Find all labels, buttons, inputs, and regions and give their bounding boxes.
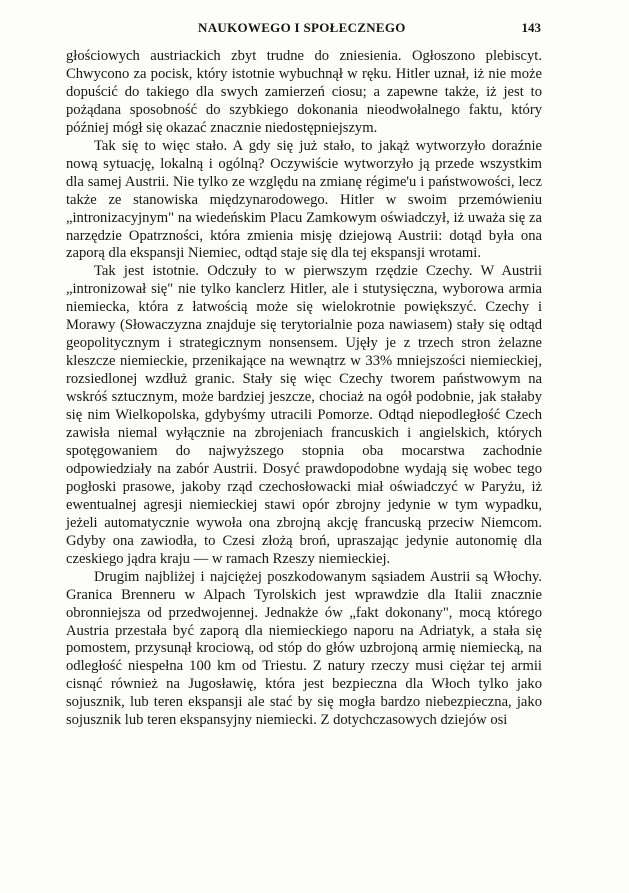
body-text bbox=[66, 48, 542, 730]
running-head: NAUKOWEGO I SPOŁECZNEGO bbox=[198, 20, 406, 35]
paragraph: Drugim najbliżej i najciężej poszkodowanym sąsiadem Austrii są Włochy. Granica Brenneru w Alpach Tyrolskich jest wprawdzie dla Italii znacznie obronniejsza od przedwojennej. Jednakże ów „fakt dokonany", mocą którego Austria przestała być zaporą dla niemieckiego naporu na Adriatyk, a stała się pomostem, przysunął krociową, od stóp do głów uzbrojoną armię niemiecką, na odległość niespełna 100 km od Triestu. Z natury rzeczy musi ciężar tej armii cisnąć również na Jugosławię, która jest bezpieczna dla Włoch tylko jako sojusznik, lub teren ekspansji ale stać by się mogła bardzo niebezpieczna, jako sojusznik lub teren ekspansyjny niemiecki. Z dotychczasowych dziejów osi bbox=[66, 568, 542, 729]
page-number: 143 bbox=[521, 20, 541, 35]
page-header bbox=[0, 20, 629, 40]
paragraph: Tak jest istotnie. Odczuły to w pierwszym rzędzie Czechy. W Austrii „intronizował się" nie tylko kanclerz Hitler, ale i stutysięczna, wyborowa armia niemiecka, która z łatwością może się wielokrotnie powiększyć. Czechy i Morawy (Słowaczyzna znajduje się terytorialnie poza nawiasem) stały się odtąd geopolitycznym i strategicznym nonsensem. Ujęły je z trzech stron żelazne kleszcze niemieckie, przenikające na wewnątrz w 33% mniejszości niemieckiej, rozsiedlonej wzdłuż granic. Stały się więc Czechy tworem państwowym na wskróś sztucznym, może bardziej jeszcze, chociaż na ogół podobnie, jak stałaby się nim Wielkopolska, gdybyśmy utracili Pomorze. Odtąd niepodległość Czech zawisła niemal wyłącznie na zbrojeniach francuskich i angielskich, których spotęgowaniem do najwyższego stopnia oba mocarstwa zachodnie odpowiedziały na zabór Austrii. Dosyć prawdopodobne wydają się wobec tego pogłoski prasowe, jakoby rząd czechosłowacki miał oświadczyć w Paryżu, iż ewentualnej agresji niemieckiej stawi opór zbrojny jedynie w tym wypadku, jeżeli automatycznie wywoła ona zbrojną akcję francuską przeciw Niemcom. Gdyby ona zawiodła, to Czesi złożą broń, upraszając jedynie autonomię dla czeskiego jądra kraju — w ramach Rzeszy niemieckiej. bbox=[66, 263, 542, 567]
paragraph: Tak się to więc stało. A gdy się już stało, to jakąż wytworzyło doraźnie nową sytuację, lokalną i ogólną? Oczywiście wytworzyło ją przede wszystkim dla samej Austrii. Nie tylko ze względu na zmianę régime'u i państwowości, lecz także ze stanowiska międzynarodowego. Hitler w swoim przemówieniu „intronizacyjnym" na wiedeńskim Placu Zamkowym oświadczył, iż uważa się za narzędzie Opatrzności, która zmienia misję dziejową Austrii: dotąd była ona zaporą dla ekspansji Niemiec, odtąd staje się dla tej ekspansji wrotami. bbox=[66, 137, 542, 262]
paragraph: głościowych austriackich zbyt trudne do zniesienia. Ogłoszono plebiscyt. Chwycono za pocisk, który istotnie wybuchnął w ręku. Hitler uznał, iż nie może dopuścić do takiego dla swych zamierzeń ciosu; a zapewne także, iż jest to pożądana sposobność do szybkiego dokonania nieodwołalnego faktu, który później mógł się okazać znacznie niedostępniejszym. bbox=[66, 48, 542, 136]
